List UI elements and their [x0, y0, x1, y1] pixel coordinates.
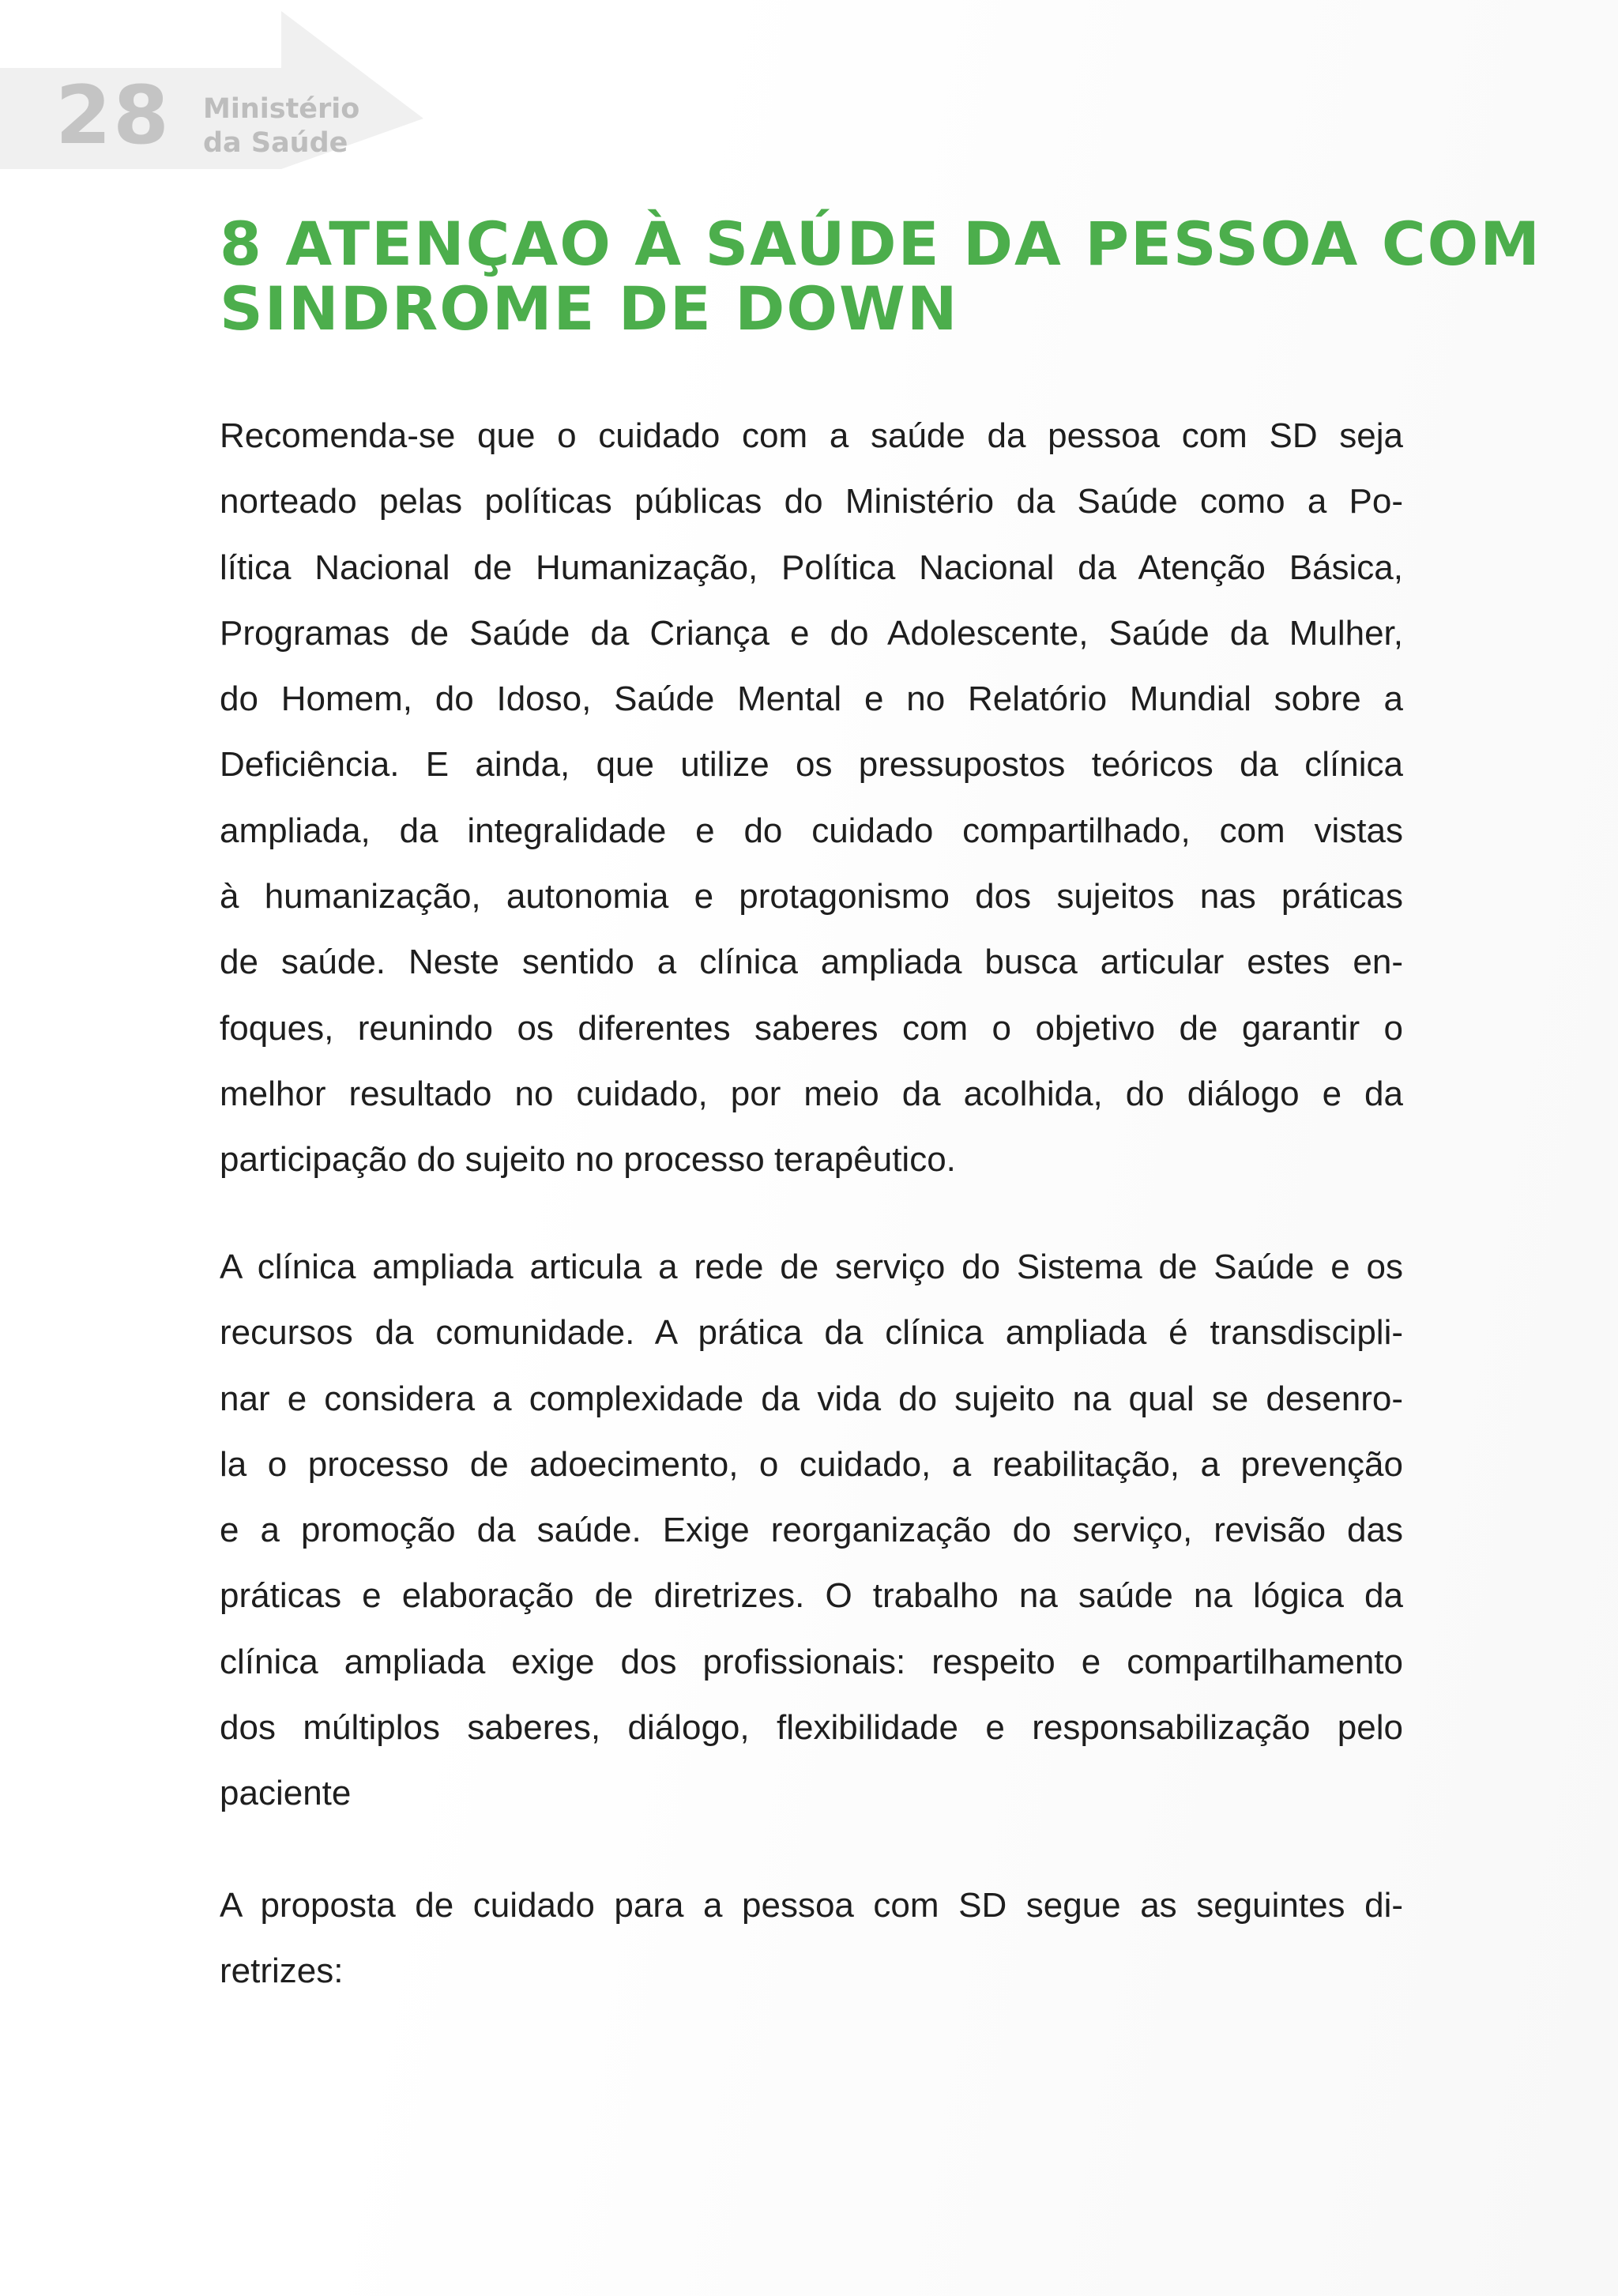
paragraph-line: A clínica ampliada articula a rede de serviço do Sistema de Saúde e os	[220, 1248, 1403, 1286]
ministry-label-line-2: da Saúde	[203, 127, 348, 159]
paragraph-line: A proposta de cuidado para a pessoa com SD segue as seguintes di-	[220, 1886, 1403, 1925]
paragraph-line: nar e considera a complexidade da vida do sujeito na qual se desenro-	[220, 1379, 1403, 1418]
paragraph-line: e a promoção da saúde. Exige reorganização do serviço, revisão das	[220, 1511, 1403, 1550]
chapter-title-line-2: SINDROME DE DOWN	[220, 273, 959, 344]
ministry-label	[203, 92, 359, 160]
paragraph-line: recursos da comunidade. A prática da clínica ampliada é transdiscipli-	[220, 1313, 1403, 1353]
paragraph-line: Recomenda-se que o cuidado com a saúde da pessoa com SD seja	[220, 416, 1403, 455]
paragraph-line: ampliada, da integralidade e do cuidado compartilhado, com vistas	[220, 811, 1403, 850]
paragraph-line: dos múltiplos saberes, diálogo, flexibilidade e responsabilização pelo	[220, 1708, 1403, 1748]
paragraph-line: foques, reunindo os diferentes saberes com o objetivo de garantir o	[220, 1008, 1403, 1048]
paragraph-2	[220, 1234, 1403, 1827]
paragraph-line: norteado pelas políticas públicas do Ministério da Saúde como a Po-	[220, 482, 1403, 521]
paragraph-line: à humanização, autonomia e protagonismo dos sujeitos nas práticas	[220, 877, 1403, 917]
ministry-label-line-1: Ministério	[203, 93, 360, 125]
paragraph-line: Programas de Saúde da Criança e do Adolescente, Saúde da Mulher,	[220, 613, 1403, 653]
paragraph-line: lítica Nacional de Humanização, Política Nacional da Atenção Básica,	[220, 548, 1403, 587]
chapter-title-line-1: 8 ATENÇAO À SAÚDE DA PESSOA COM	[220, 209, 1541, 279]
paragraph-1	[220, 403, 1403, 1193]
paragraph-line: clínica ampliada exige dos profissionais: respeito e compartilhamento	[220, 1642, 1403, 1681]
paragraph-line: melhor resultado no cuidado, por meio da acolhida, do diálogo e da	[220, 1074, 1403, 1113]
paragraph-line: de saúde. Neste sentido a clínica ampliada busca articular estes en-	[220, 943, 1403, 982]
chapter-title	[220, 209, 1541, 344]
paragraph-line: do Homem, do Idoso, Saúde Mental e no Relatório Mundial sobre a	[220, 679, 1403, 719]
paragraph-3	[220, 1873, 1403, 2004]
paragraph-line: Deficiência. E ainda, que utilize os pressupostos teóricos da clínica	[220, 745, 1403, 785]
paragraph-line: paciente	[220, 1774, 352, 1813]
paragraph-line: la o processo de adoecimento, o cuidado, a reabilitação, a prevenção	[220, 1444, 1403, 1484]
paragraph-line: retrizes:	[220, 1952, 344, 1991]
paragraph-line: práticas e elaboração de diretrizes. O trabalho na saúde na lógica da	[220, 1576, 1403, 1616]
page-number: 28	[55, 69, 171, 163]
paragraph-line: participação do sujeito no processo terapêutico.	[220, 1140, 956, 1180]
